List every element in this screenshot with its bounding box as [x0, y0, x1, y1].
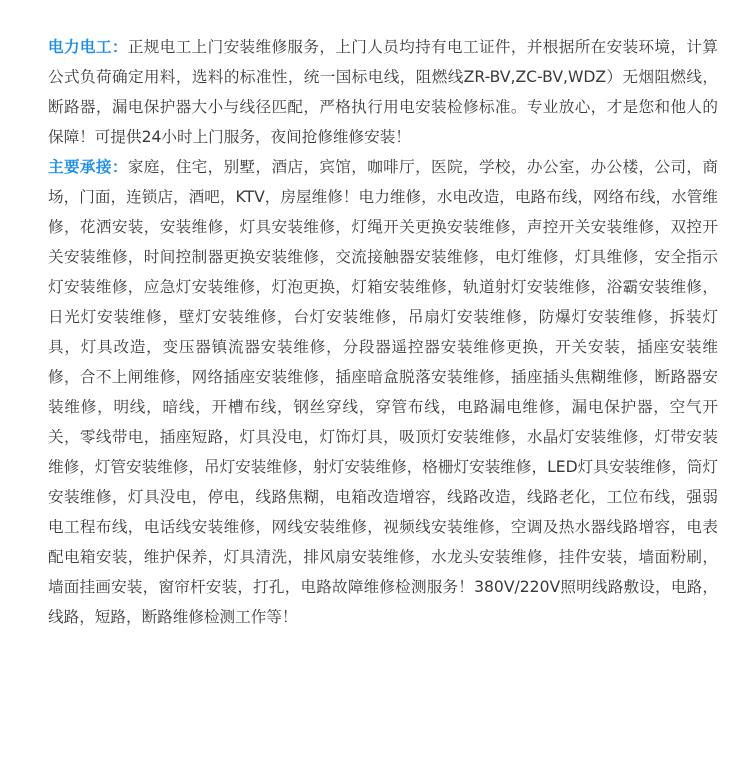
electrician-label: 电力电工：: [48, 38, 128, 56]
services-label: 主要承接：: [48, 158, 128, 176]
electrician-paragraph: [48, 32, 718, 152]
services-paragraph: [48, 152, 718, 632]
services-text: 家庭，住宅，别墅，酒店，宾馆，咖啡厅，医院，学校，办公室，办公楼，公司，商场，门面，连锁店，酒吧，KTV，房屋维修！电力维修，水电改造，电路布线，网络布线，水管维修，花洒安装，安装维修，灯具安装维修，灯绳开关更换安装维修，声控开关安装维修，双控开关安装维修，时间控制器更换安装维修，交流接触器安装维修，电灯维修，灯具维修，安全指示灯安装维修，应急灯安装维修，灯泡更换，灯箱安装维修，轨道射灯安装维修，浴霸安装维修，日光灯安装维修，壁灯安装维修，台灯安装维修，吊扇灯安装维修，防爆灯安装维修，拆装灯具，灯具改造，变压器镇流器安装维修，分段器遥控器安装维修更换，开关安装，插座安装维修，合不上闸维修，网络插座安装维修，插座暗盒脱落安装维修，插座插头焦糊维修，断路器安装维修，明线，暗线，开槽布线，钢丝穿线，穿管布线，电路漏电维修，漏电保护器，空气开关，零线带电，插座短路，灯具没电，灯饰灯具，吸顶灯安装维修，水晶灯安装维修，灯带安装维修，灯管安装维修，吊灯安装维修，射灯安装维修，格栅灯安装维修，LED灯具安装维修，筒灯安装维修，灯具没电，停电，线路焦糊，电箱改造增容，线路改造，线路老化，工位布线，强弱电工程布线，电话线安装维修，网线安装维修，视频线安装维修，空调及热水器线路增容，电表配电箱安装，维护保养，灯具清洗，排风扇安装维修，水龙头安装维修，挂件安装，墙面粉刷，墙面挂画安装，窗帘杆安装，打孔，电路故障维修检测服务！380V/220V照明线路敷设，电路，线路，短路，断路维修检测工作等！: [48, 158, 718, 626]
electrician-text: 正规电工上门安装维修服务，上门人员均持有电工证件，并根据所在安装环境，计算公式负荷确定用料，选料的标准性，统一国标电线，阻燃线ZR-BV,ZC-BV,WDZ）无烟阻燃线，断路器，漏电保护器大小与线径匹配，严格执行用电安装检修标准。专业放心，才是您和他人的保障！可提供24小时上门服务，夜间抢修维修安装！: [48, 38, 718, 146]
service-description: [48, 32, 718, 632]
